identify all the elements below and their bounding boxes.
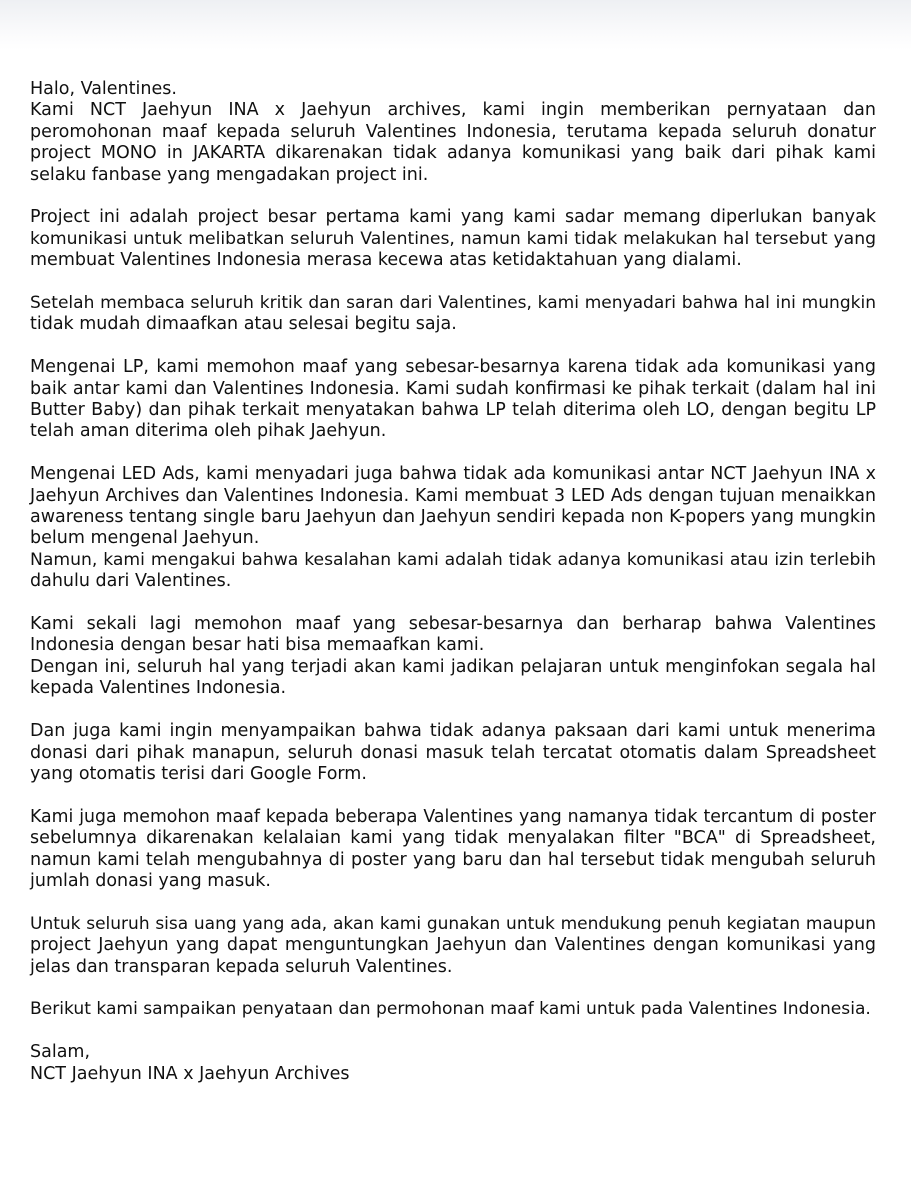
letter-line: donasi dari pihak manapun, seluruh donasi masuk telah tercatat otomatis dalam Spreadsheet: [30, 742, 876, 763]
letter-line: Mengenai LP, kami memohon maaf yang sebesar-besarnya karena tidak ada komunikasi yang: [30, 357, 876, 378]
apology-letter: [30, 79, 876, 1085]
letter-paragraph: [30, 614, 876, 700]
letter-line: Dengan ini, seluruh hal yang terjadi akan kami jadikan pelajaran untuk menginfokan segala hal: [30, 656, 876, 677]
letter-paragraph: [30, 464, 876, 592]
letter-line: Mengenai LED Ads, kami menyadari juga bahwa tidak ada komunikasi antar NCT Jaehyun INA x: [30, 464, 876, 485]
letter-paragraph: [30, 807, 876, 893]
letter-line: NCT Jaehyun INA x Jaehyun Archives: [30, 1063, 350, 1084]
letter-line: project MONO in JAKARTA dikarenakan tidak adanya komunikasi yang baik dari pihak kami: [30, 143, 876, 164]
letter-line: dahulu dari Valentines.: [30, 571, 232, 592]
letter-paragraph: [30, 207, 876, 271]
letter-line: Indonesia dengan besar hati bisa memaafkan kami.: [30, 635, 485, 656]
letter-line: Berikut kami sampaikan penyataan dan permohonan maaf kami untuk pada Valentines Indonesia.: [30, 999, 871, 1020]
letter-line: Kami NCT Jaehyun INA x Jaehyun archives, kami ingin memberikan pernyataan dan: [30, 100, 876, 121]
letter-line: Salam,: [30, 1042, 91, 1063]
letter-line: peromohonan maaf kepada seluruh Valentines Indonesia, terutama kepada seluruh donatur: [30, 121, 876, 142]
letter-line: Kami sekali lagi memohon maaf yang sebesar-besarnya dan berharap bahwa Valentines: [30, 614, 876, 635]
letter-paragraph: [30, 914, 876, 978]
letter-line: Jaehyun Archives dan Valentines Indonesia. Kami membuat 3 LED Ads dengan tujuan menaikkan: [30, 485, 876, 506]
letter-paragraph: [30, 999, 876, 1020]
letter-line: baik antar kami dan Valentines Indonesia. Kami sudah konfirmasi ke pihak terkait (dalam hal ini: [30, 378, 876, 399]
top-shade: [0, 0, 911, 50]
letter-line: Butter Baby) dan pihak terkait menyatakan bahwa LP telah diterima oleh LO, dengan begitu LP: [30, 400, 876, 421]
letter-line: Halo, Valentines.: [30, 79, 177, 99]
letter-line: Namun, kami mengakui bahwa kesalahan kami adalah tidak adanya komunikasi atau izin terlebih: [30, 549, 876, 570]
letter-line: project Jaehyun yang dapat menguntungkan Jaehyun dan Valentines dengan komunikasi yang: [30, 935, 876, 956]
letter-paragraph: [30, 79, 876, 186]
letter-line: telah aman diterima oleh pihak Jaehyun.: [30, 421, 387, 442]
letter-line: jelas dan transparan kepada seluruh Valentines.: [30, 956, 453, 977]
letter-line: awareness tentang single baru Jaehyun dan Jaehyun sendiri kepada non K-popers yang mungkin: [30, 507, 876, 528]
letter-paragraph: [30, 357, 876, 443]
letter-line: Project ini adalah project besar pertama kami yang kami sadar memang diperlukan banyak: [30, 207, 876, 228]
letter-line: selaku fanbase yang mengadakan project ini.: [30, 164, 429, 185]
letter-line: membuat Valentines Indonesia merasa kecewa atas ketidaktahuan yang dialami.: [30, 250, 742, 271]
letter-paragraph: [30, 293, 876, 336]
letter-line: Kami juga memohon maaf kepada beberapa Valentines yang namanya tidak tercantum di poster: [30, 806, 876, 827]
letter-line: yang otomatis terisi dari Google Form.: [30, 763, 367, 784]
letter-line: jumlah donasi yang masuk.: [30, 870, 271, 891]
letter-line: tidak mudah dimaafkan atau selesai begitu saja.: [30, 314, 457, 335]
letter-line: komunikasi untuk melibatkan seluruh Valentines, namun kami tidak melakukan hal tersebut yang: [30, 228, 876, 249]
letter-line: belum mengenal Jaehyun.: [30, 528, 260, 549]
letter-line: sebelumnya dikarenakan kelalaian kami yang tidak menyalakan filter "BCA" di Spreadsheet,: [30, 828, 876, 849]
letter-line: Setelah membaca seluruh kritik dan saran dari Valentines, kami menyadari bahwa hal ini mungkin: [30, 293, 876, 314]
letter-line: namun kami telah mengubahnya di poster yang baru dan hal tersebut tidak mengubah seluruh: [30, 849, 876, 870]
letter-line: Dan juga kami ingin menyampaikan bahwa tidak adanya paksaan dari kami untuk menerima: [30, 721, 876, 742]
letter-line: Untuk seluruh sisa uang yang ada, akan kami gunakan untuk mendukung penuh kegiatan maupun: [30, 913, 876, 934]
letter-line: kepada Valentines Indonesia.: [30, 678, 287, 699]
letter-paragraph: [30, 1042, 876, 1085]
letter-paragraph: [30, 721, 876, 785]
